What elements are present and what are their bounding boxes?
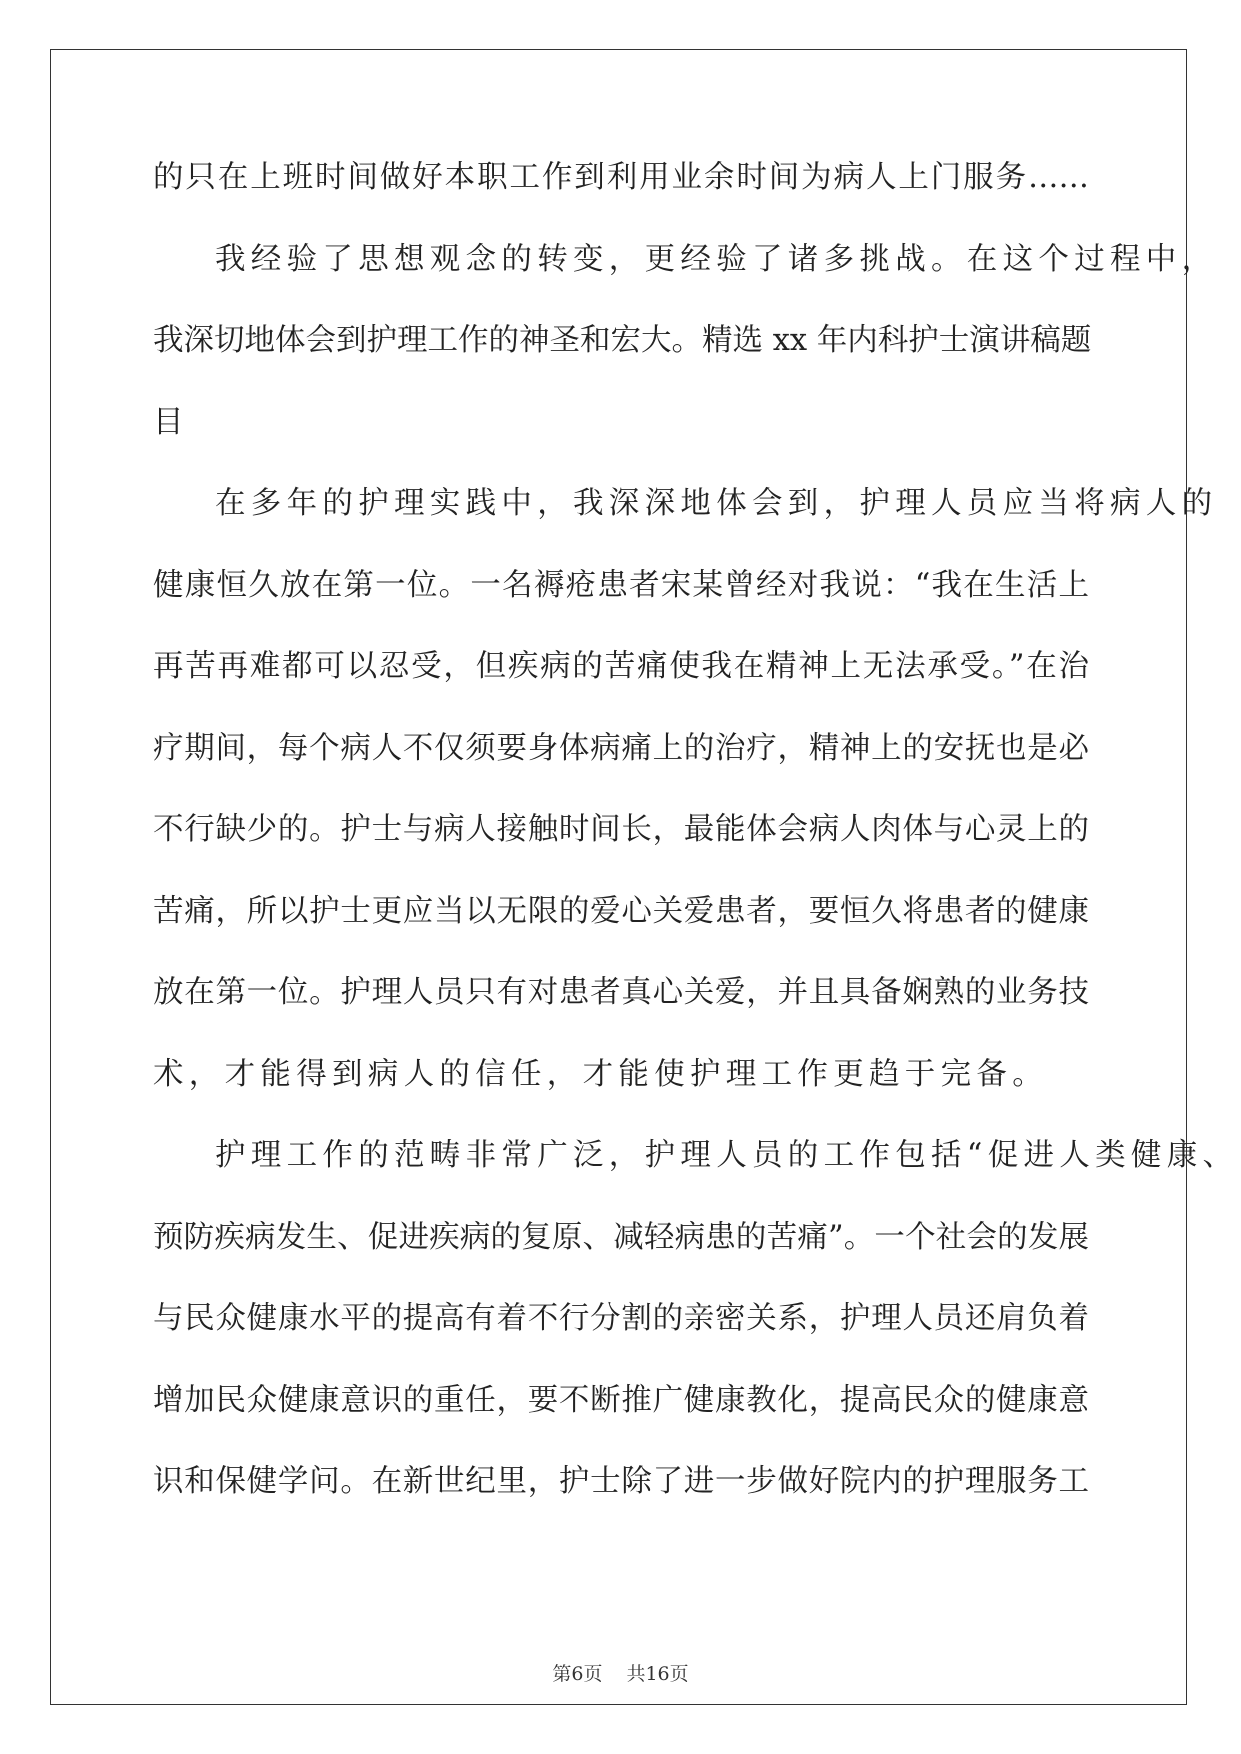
page-footer: [0, 1662, 1241, 1686]
text-line: 不行缺少的。护士与病人接触时间长，最能体会病人肉体与心灵上的: [153, 812, 1089, 847]
text-line: 苦痛，所以护士更应当以无限的爱心关爱患者，要恒久将患者的健康: [153, 893, 1089, 929]
text-line: 与民众健康水平的提高有着不行分割的亲密关系，护理人员还肩负着: [153, 1301, 1089, 1336]
text-line: 放在第一位。护理人员只有对患者真心关爱，并且具备娴熟的业务技: [153, 975, 1089, 1010]
document-body: [153, 158, 1239, 1544]
text-line: 疗期间，每个病人不仅须要身体病痛上的治疗，精神上的安抚也是必: [153, 730, 1089, 766]
text-line: 增加民众健康意识的重任，要不断推广健康教化，提高民众的健康意: [153, 1382, 1089, 1418]
page-number-current: 第6页: [552, 1663, 603, 1685]
paragraph-first-line: 在多年的护理实践中，我深深地体会到，护理人员应当将病人的: [215, 486, 1218, 521]
text-line: 识和保健学问。在新世纪里，护士除了进一步做好院内的护理服务工: [153, 1464, 1089, 1499]
text-line: 预防疾病发生、促进疾病的复原、减轻病患的苦痛”。一个社会的发展: [153, 1219, 1089, 1255]
text-line: 再苦再难都可以忍受，但疾病的苦痛使我在精神上无法承受。”在治: [153, 649, 1089, 684]
text-line: 目: [153, 404, 189, 440]
page-number-total: 共16页: [626, 1663, 689, 1685]
text-line: 的只在上班时间做好本职工作到利用业余时间为病人上门服务……: [153, 160, 1089, 195]
text-line: 我深切地体会到护理工作的神圣和宏大。精选 xx 年内科护士演讲稿题: [153, 323, 1092, 358]
text-line: 健康恒久放在第一位。一名褥疮患者宋某曾经对我说：“我在生活上: [153, 567, 1089, 603]
text-line: 术，才能得到病人的信任，才能使护理工作更趋于完备。: [153, 1056, 1048, 1092]
paragraph-first-line: 护理工作的范畴非常广泛，护理人员的工作包括“促进人类健康、: [215, 1138, 1239, 1173]
paragraph-first-line: 我经验了思想观念的转变，更经验了诸多挑战。在这个过程中，: [215, 241, 1218, 277]
